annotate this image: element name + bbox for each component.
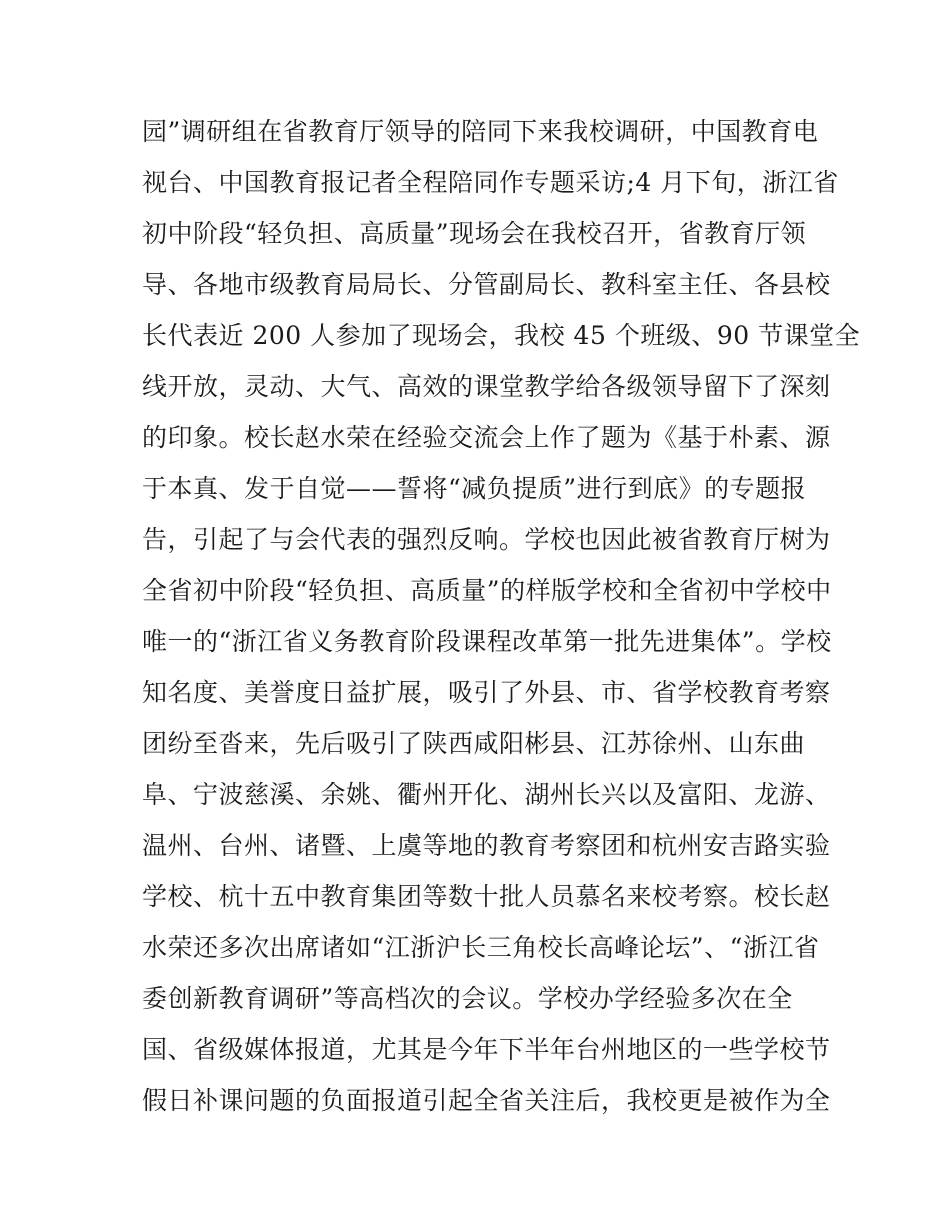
- text-line: 知名度、美誉度日益扩展，吸引了外县、市、省学校教育考察: [142, 678, 831, 707]
- text-line: 水荣还多次出席诸如“江浙沪长三角校长高峰论坛”、“浙江省: [142, 933, 820, 962]
- text-line: 团纷至沓来，先后吸引了陕西咸阳彬县、江苏徐州、山东曲: [142, 729, 806, 758]
- text-line: 委创新教育调研”等高档次的会议。学校办学经验多次在全: [142, 984, 793, 1013]
- body-paragraph: [142, 113, 861, 1133]
- text-line: 假日补课问题的负面报道引起全省关注后，我校更是被作为全: [142, 1086, 831, 1115]
- text-line: 的印象。校长赵水荣在经验交流会上作了题为《基于朴素、源: [142, 423, 831, 452]
- text-line: 视台、中国教育报记者全程陪同作专题采访;4 月下旬，浙江省: [142, 168, 839, 197]
- text-line: 线开放，灵动、大气、高效的课堂教学给各级领导留下了深刻: [142, 372, 831, 401]
- text-line: 学校、杭十五中教育集团等数十批人员慕名来校考察。校长赵: [142, 882, 831, 911]
- text-line: 温州、台州、诸暨、上虞等地的教育考察团和杭州安吉路实验: [142, 831, 831, 860]
- text-line: 国、省级媒体报道，尤其是今年下半年台州地区的一些学校节: [142, 1035, 831, 1064]
- text-line: 唯一的“浙江省义务教育阶段课程改革第一批先进集体”。学校: [142, 627, 832, 656]
- text-line: 园”调研组在省教育厅领导的陪同下来我校调研，中国教育电: [142, 117, 819, 146]
- text-line: 导、各地市级教育局局长、分管副局长、教科室主任、各县校: [142, 270, 831, 299]
- text-line: 长代表近 200 人参加了现场会，我校 45 个班级、90 节课堂全: [142, 321, 861, 350]
- text-line: 全省初中阶段“轻负担、高质量”的样版学校和全省初中学校中: [142, 576, 832, 605]
- text-line: 初中阶段“轻负担、高质量”现场会在我校召开，省教育厅领: [142, 219, 807, 248]
- text-line: 告，引起了与会代表的强烈反响。学校也因此被省教育厅树为: [142, 525, 831, 554]
- text-line: 阜、宁波慈溪、余姚、衢州开化、湖州长兴以及富阳、龙游、: [142, 780, 831, 809]
- text-line: 于本真、发于自觉——誓将“减负提质”进行到底》的专题报: [142, 474, 807, 503]
